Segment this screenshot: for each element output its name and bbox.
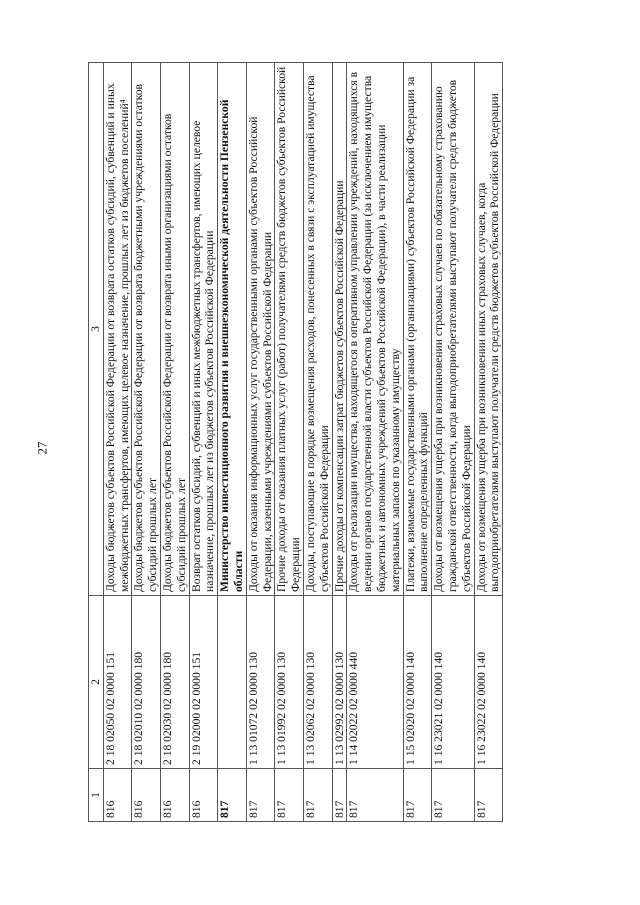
revenue-codes-table xyxy=(88,62,503,822)
table-row xyxy=(432,63,474,822)
revenue-name-cell: Доходы бюджетов субъектов Российской Федерации от возврата остатков субсидий, субвенций и иных межбюджетных трансфертов, имеющих целевое назначение, прошлых лет из бюджетов поселений⁴ xyxy=(103,63,132,596)
table-row xyxy=(160,63,189,822)
header-col-1: 1 xyxy=(89,769,104,822)
revenue-code-cell: 1 14 02022 02 0000 440 xyxy=(347,596,403,769)
revenue-code-cell: 2 18 02010 02 0000 180 xyxy=(132,596,161,769)
table-row xyxy=(132,63,161,822)
revenue-name-cell: Доходы от оказания информационных услуг государственными органами субъектов Российской Федерации, казенными учреждениями субъектов Российской Федерации xyxy=(246,63,275,596)
revenue-code-cell: 2 19 02000 02 0000 151 xyxy=(189,596,218,769)
admin-code-cell: 817 xyxy=(474,769,503,822)
table-row xyxy=(103,63,132,822)
admin-code-cell: 816 xyxy=(189,769,218,822)
revenue-code-cell: 1 16 23021 02 0000 140 xyxy=(432,596,474,769)
table-row xyxy=(474,63,503,822)
table-row xyxy=(303,63,332,822)
revenue-code-cell: 2 18 02050 02 0000 151 xyxy=(103,596,132,769)
revenue-name-cell: Доходы, поступающие в порядке возмещения расходов, понесенных в связи с эксплуатацией имущества субъектов Российской Федерации xyxy=(303,63,332,596)
admin-code-cell: 817 xyxy=(218,769,247,822)
revenue-name-cell: Доходы бюджетов субъектов Российской Федерации от возврата бюджетными учреждениями остатков субсидий прошлых лет xyxy=(132,63,161,596)
header-col-2: 2 xyxy=(89,596,104,769)
revenue-code-cell xyxy=(218,596,247,769)
admin-code-cell: 817 xyxy=(246,769,275,822)
revenue-code-cell: 1 13 01072 02 0000 130 xyxy=(246,596,275,769)
table-row xyxy=(189,63,218,822)
table-row xyxy=(275,63,304,822)
revenue-code-cell: 1 13 02062 02 0000 130 xyxy=(303,596,332,769)
revenue-code-cell: 1 16 23022 02 0000 140 xyxy=(474,596,503,769)
admin-code-cell: 816 xyxy=(160,769,189,822)
rotated-table-sheet xyxy=(88,62,548,822)
revenue-name-cell: Прочие доходы от оказания платных услуг (работ) получателями средств бюджетов субъектов Российской Федерации xyxy=(275,63,304,596)
revenue-name-cell: Доходы от возмещения ущерба при возникновении страховых случаев по обязательному страхованию гражданской ответственности, когда выгодоприобретателями выступают получатели средств бюджетов субъектов Российской Федерации xyxy=(432,63,474,596)
admin-code-cell: 817 xyxy=(332,769,347,822)
revenue-name-cell: Платежи, взимаемые государственными органами (организациями) субъектов Российской Федерации за выполнение определенных функций xyxy=(403,63,432,596)
revenue-name-cell: Министерство инвестиционного развития и внешнеэкономической деятельности Пензенской области xyxy=(218,63,247,596)
revenue-name-cell: Возврат остатков субсидий, субвенций и иных межбюджетных трансфертов, имеющих целевое назначение, прошлых лет из бюджетов субъектов Российской Федерации xyxy=(189,63,218,596)
table-header-row xyxy=(89,63,104,822)
admin-code-cell: 817 xyxy=(275,769,304,822)
admin-code-cell: 817 xyxy=(403,769,432,822)
admin-code-cell: 817 xyxy=(432,769,474,822)
header-col-3: 3 xyxy=(89,63,104,596)
admin-code-cell: 817 xyxy=(303,769,332,822)
admin-code-cell: 817 xyxy=(347,769,403,822)
revenue-name-cell: Доходы бюджетов субъектов Российской Федерации от возврата иными организациями остатков субсидий прошлых лет xyxy=(160,63,189,596)
revenue-code-cell: 1 13 02992 02 0000 130 xyxy=(332,596,347,769)
admin-code-cell: 816 xyxy=(132,769,161,822)
page-number: 27 xyxy=(34,441,50,455)
table-row xyxy=(218,63,247,822)
revenue-code-cell: 1 15 02020 02 0000 140 xyxy=(403,596,432,769)
revenue-name-cell: Прочие доходы от компенсации затрат бюджетов субъектов Российской Федерации xyxy=(332,63,347,596)
revenue-name-cell: Доходы от возмещения ущерба при возникновении иных страховых случаев, когда выгодоприобретателями выступают получатели средств бюджетов субъектов Российской Федерации xyxy=(474,63,503,596)
revenue-name-cell: Доходы от реализации имущества, находящегося в оперативном управлении учреждений, находящихся в ведении органов государственной власти субъектов Российской Федерации (за исключением имущества бюджетных и автономных учреждений субъектов Российской Федерации), в части реализации материальных запасов по указанному имуществу xyxy=(347,63,403,596)
table-row xyxy=(332,63,347,822)
admin-code-cell: 816 xyxy=(103,769,132,822)
table-row xyxy=(347,63,403,822)
table-row xyxy=(246,63,275,822)
table-row xyxy=(403,63,432,822)
revenue-code-cell: 1 13 01992 02 0000 130 xyxy=(275,596,304,769)
revenue-code-cell: 2 18 02030 02 0000 180 xyxy=(160,596,189,769)
